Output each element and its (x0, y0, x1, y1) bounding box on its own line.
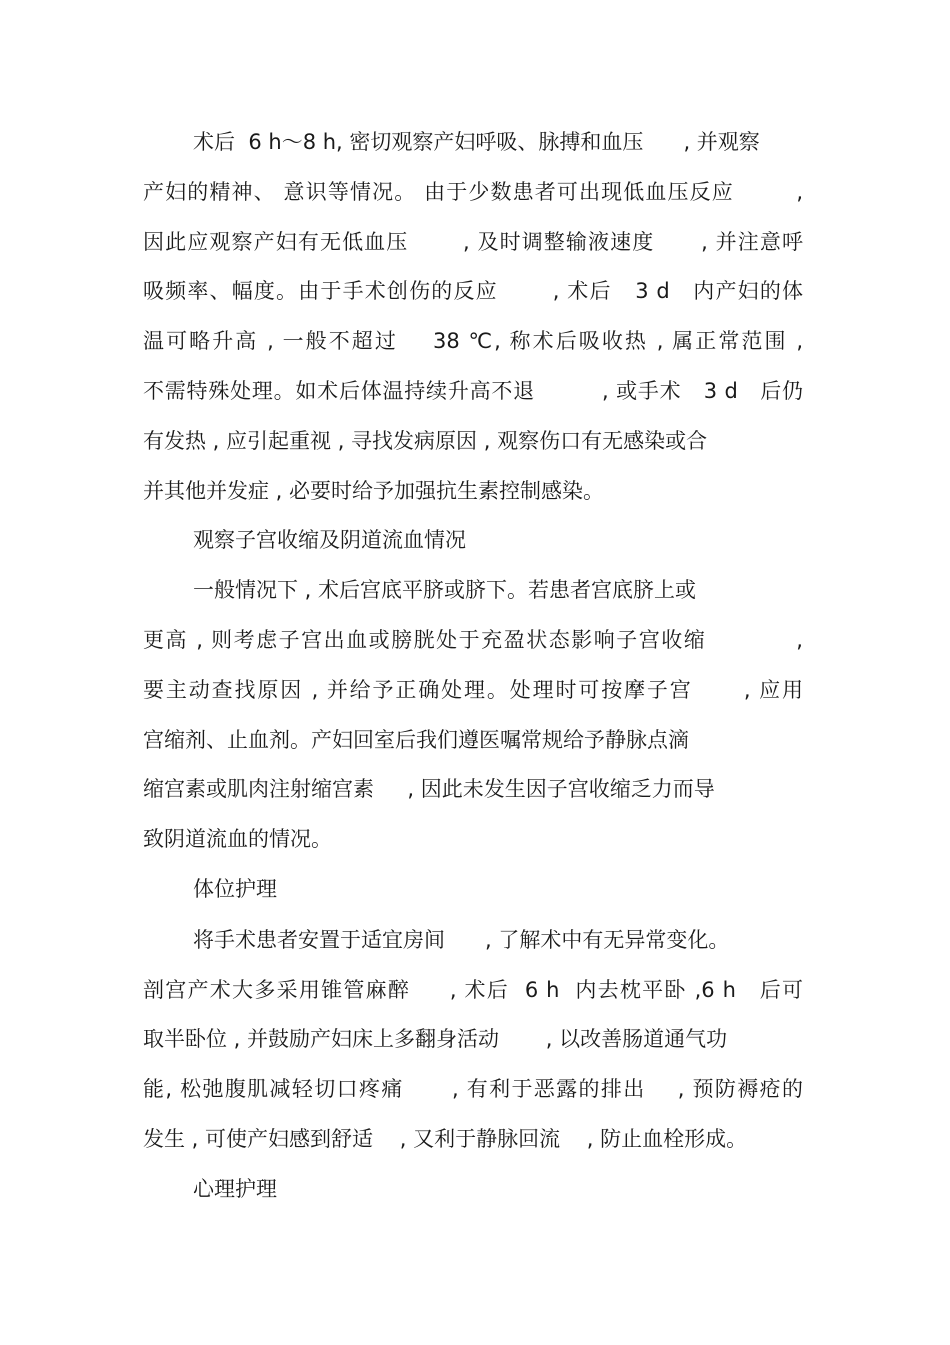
paragraph-2-line-2: 更高 , 则考虑子宫出血或膀胱处于充盈状态影响子宫收缩 , (143, 628, 803, 652)
section-heading-psychological-care: 心理护理 (193, 1177, 277, 1201)
paragraph-3-line-2: 剖宫产术大多采用锥管麻醉 , 术后 6 h 内去枕平卧 ,6 h 后可 (143, 978, 803, 1002)
paragraph-1-line-2: 产妇的精神、 意识等情况。 由于少数患者可出现低血压反应 , (143, 180, 803, 204)
paragraph-2-line-1: 一般情况下 , 术后宫底平脐或脐下。若患者宫底脐上或 (193, 578, 697, 602)
paragraph-1-line-4: 吸频率、幅度。由于手术创伤的反应 , 术后 3 d 内产妇的体 (143, 279, 803, 303)
paragraph-1-line-1: 术后 6 h～8 h, 密切观察产妇呼吸、脉搏和血压 , 并观察 (193, 130, 760, 154)
paragraph-3-line-5: 发生 , 可使产妇感到舒适 , 又利于静脉回流 , 防止血栓形成。 (143, 1127, 748, 1151)
paragraph-1-line-3: 因此应观察产妇有无低血压 , 及时调整输液速度 , 并注意呼 (143, 230, 803, 254)
paragraph-3-line-4: 能, 松弛腹肌减轻切口疼痛 , 有利于恶露的排出 , 预防褥疮的 (143, 1077, 803, 1101)
paragraph-2-line-6: 致阴道流血的情况。 (143, 827, 332, 851)
section-heading-uterine-contraction: 观察子宫收缩及阴道流血情况 (193, 528, 466, 552)
paragraph-2-line-3: 要主动查找原因 , 并给予正确处理。处理时可按摩子宫 , 应用 (143, 678, 803, 702)
paragraph-1-line-5: 温可略升高 , 一般不超过 38 ℃, 称术后吸收热 , 属正常范围 , (143, 329, 803, 353)
paragraph-3-line-1: 将手术患者安置于适宜房间 , 了解术中有无异常变化。 (193, 928, 730, 952)
paragraph-3-line-3: 取半卧位 , 并鼓励产妇床上多翻身活动 , 以改善肠道通气功 (143, 1027, 728, 1051)
paragraph-2-line-4: 宫缩剂、止血剂。产妇回室后我们遵医嘱常规给予静脉点滴 (143, 728, 689, 752)
paragraph-2-line-5: 缩宫素或肌肉注射缩宫素 , 因此未发生因子宫收缩乏力而导 (143, 777, 715, 801)
paragraph-1-line-8: 并其他并发症 , 必要时给予加强抗生素控制感染。 (143, 479, 605, 503)
section-heading-position-care: 体位护理 (193, 877, 277, 901)
paragraph-1-line-7: 有发热 , 应引起重视 , 寻找发病原因 , 观察伤口有无感染或合 (143, 429, 708, 453)
paragraph-1-line-6: 不需特殊处理。如术后体温持续升高不退 , 或手术 3 d 后仍 (143, 379, 803, 403)
